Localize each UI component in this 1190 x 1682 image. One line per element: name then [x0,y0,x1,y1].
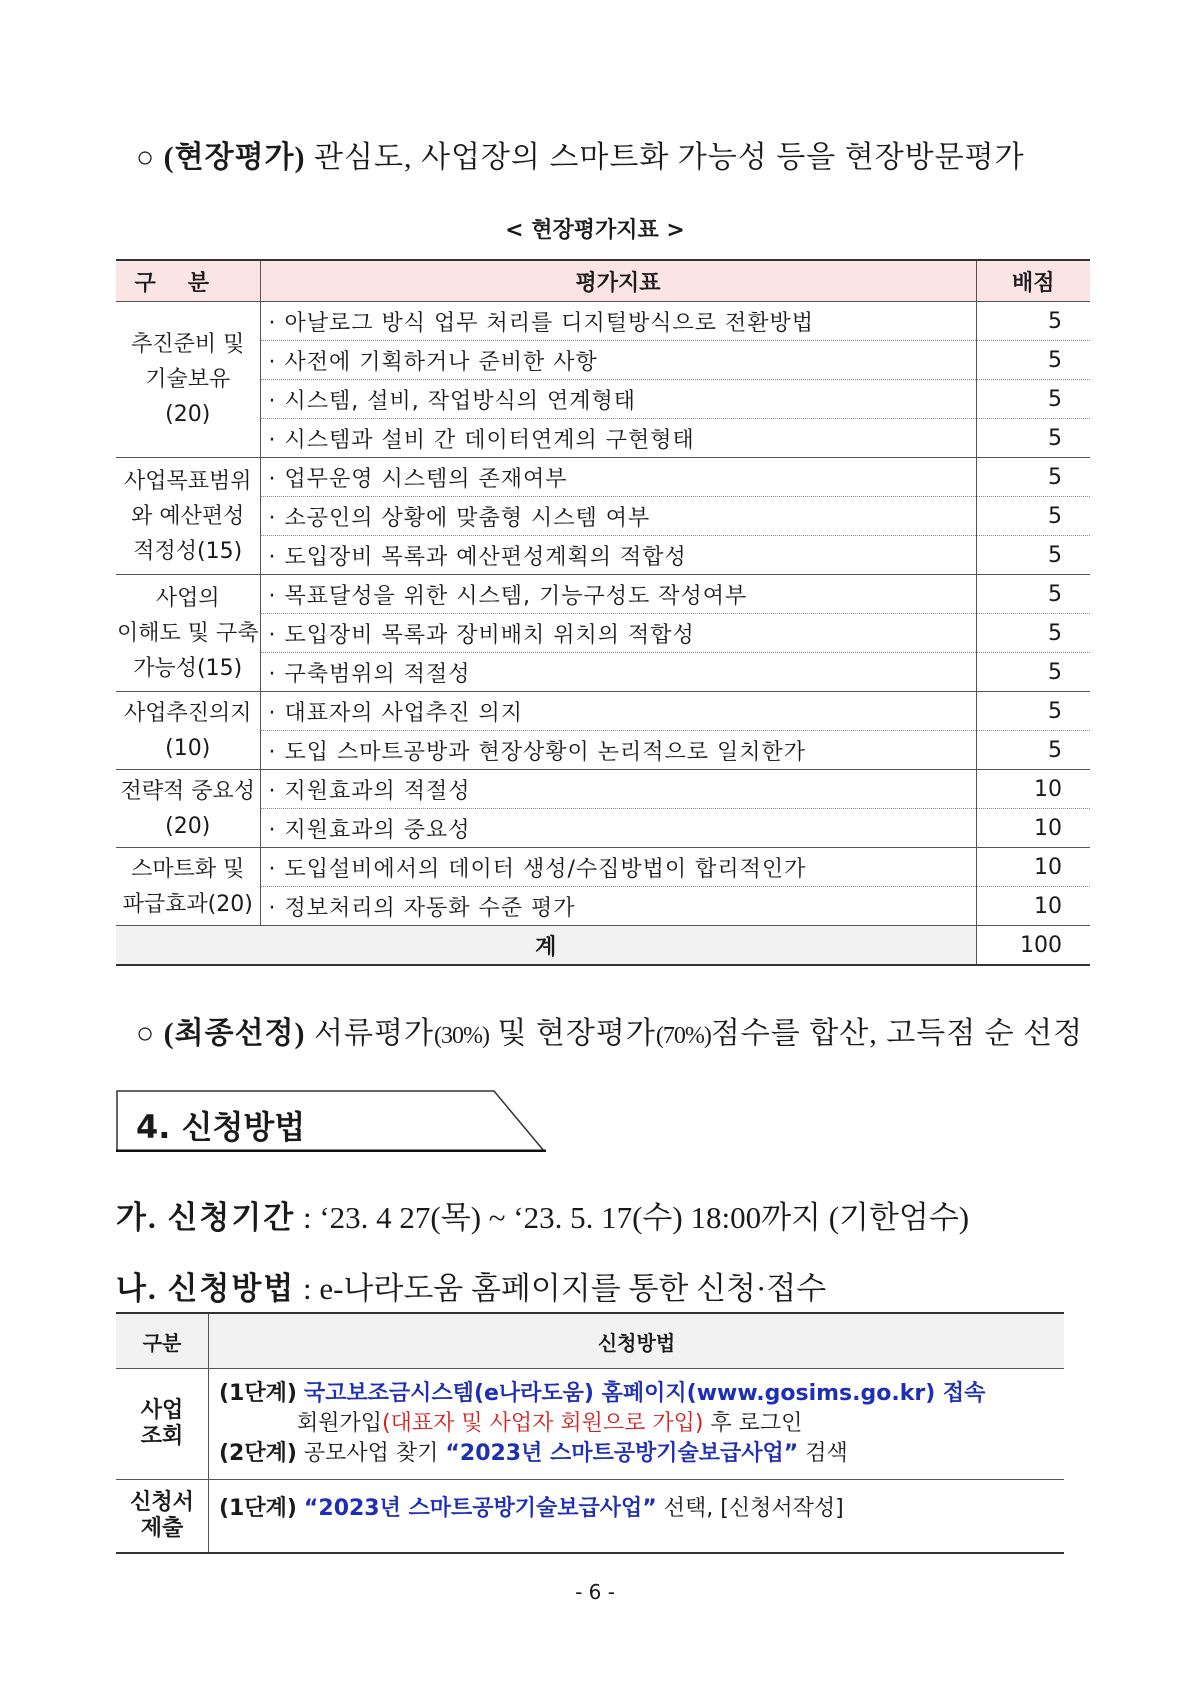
eval-category [116,302,260,458]
method-table [116,1312,1064,1554]
method-header-category: 구분 [116,1313,209,1369]
header-indicator: 평가지표 [260,260,976,302]
category-line: 적정성(15) [133,538,243,564]
eval-indicator: · 도입장비 목록과 예산편성계획의 적합성 [260,536,976,575]
eval-category [116,458,260,575]
eval-category [116,770,260,848]
eval-points: 5 [976,380,1090,419]
category-line: 추진준비 및 [131,332,245,357]
category-line: (20) [165,402,211,427]
eval-category [116,575,260,692]
category-line: 제출 [140,1516,184,1541]
eval-indicator: · 지원효과의 중요성 [260,809,976,848]
category-line: (10) [165,735,211,761]
step-label: (2단계) [219,1441,297,1466]
category-line: 사업의 [155,585,220,611]
step-line [219,1439,1054,1469]
step-text: 선택, [신청서작성] [656,1496,844,1521]
intro-text: 관심도, 사업장의 스마트화 가능성 등을 현장방문평가 [305,141,1025,174]
category-line: 이해도 및 구축 [117,620,259,646]
eval-row [116,302,1090,341]
eval-points: 10 [976,770,1090,809]
step-text: 후 로그인 [703,1411,803,1436]
eval-points: 5 [976,419,1090,458]
eval-points: 5 [976,302,1090,341]
method-row-lookup [116,1369,1064,1480]
eval-row [116,458,1090,497]
method-table-header [116,1313,1064,1369]
eval-points: 10 [976,887,1090,926]
eval-indicator: · 아날로그 방식 업무 처리를 디지털방식으로 전환방법 [260,302,976,341]
eval-points: 10 [976,809,1090,848]
eval-points: 5 [976,731,1090,770]
eval-row [116,692,1090,731]
final-text-2: 및 현장평가 [488,1017,656,1050]
page-number: - 6 - [575,1580,615,1604]
eval-category [116,848,260,926]
eval-row [116,614,1090,653]
category-line: 가능성(15) [133,655,243,681]
category-line: 스마트화 및 [131,856,245,882]
eval-table-header [116,260,1090,302]
category-line: (20) [165,813,211,839]
step-text: 검색 [798,1441,848,1466]
final-bold-label: (최종선정) [163,1017,306,1050]
section-title: 4. 신청방법 [136,1108,306,1146]
apply-period-value: : ‘23. 4 27(목) ~ ‘23. 5. 17(수) 18:00까지 (기한엄수) [295,1200,970,1235]
header-points: 배점 [976,260,1090,302]
eval-indicator: · 목표달성을 위한 시스템, 기능구성도 작성여부 [260,575,976,614]
method-category-lookup [116,1369,209,1480]
apply-method-value: : e-나라도움 홈페이지를 통한 신청·접수 [295,1271,827,1306]
total-row [116,926,1090,966]
method-header-method: 신청방법 [209,1313,1065,1369]
program-name: “2023년 스마트공방기술보급사업” [445,1441,799,1466]
method-body-lookup [209,1369,1065,1480]
total-value: 100 [976,926,1090,966]
category-line: 사업추진의지 [123,700,252,726]
apply-period-label: 가. 신청기간 [116,1200,296,1235]
eval-row [116,731,1090,770]
final-text-3: 점수를 합산, 고득점 순 선정 [710,1017,1084,1050]
eval-indicator: · 도입장비 목록과 장비배치 위치의 적합성 [260,614,976,653]
intro-line [136,132,1025,176]
apply-method-line [116,1263,826,1308]
eval-indicator: · 도입 스마트공방과 현장상황이 논리적으로 일치한가 [260,731,976,770]
eval-indicator: · 시스템과 설비 간 데이터연계의 구현형태 [260,419,976,458]
eval-row [116,770,1090,809]
gosims-link[interactable]: 국고보조금시스템(e나라도움) 홈페이지(www.gosims.go.kr) 접속 [303,1381,986,1406]
eval-points: 5 [976,575,1090,614]
final-pct-2: (70%) [655,1023,711,1049]
step-text: 회원가입 [297,1411,383,1436]
step-text: 공모사업 찾기 [296,1441,446,1466]
category-line: 조회 [140,1424,184,1449]
method-body-submit [209,1480,1065,1554]
final-pct-1: (30%) [433,1023,489,1049]
eval-row [116,341,1090,380]
eval-row [116,848,1090,887]
eval-indicator: · 업무운영 시스템의 존재여부 [260,458,976,497]
eval-indicator: · 소공인의 상황에 맞춤형 시스템 여부 [260,497,976,536]
eval-row [116,653,1090,692]
apply-method-label: 나. 신청방법 [116,1271,296,1306]
method-row-submit [116,1480,1064,1554]
category-line: 와 예산편성 [131,503,245,529]
header-category: 구분 [116,260,260,302]
eval-indicator: · 대표자의 사업추진 의지 [260,692,976,731]
step-label: (1단계) [219,1496,297,1521]
eval-row [116,536,1090,575]
category-line: 신청서 [130,1490,194,1515]
eval-row [116,809,1090,848]
eval-indicator: · 구축범위의 적절성 [260,653,976,692]
eval-points: 5 [976,692,1090,731]
apply-period-line [116,1192,969,1237]
step-line [219,1409,1054,1439]
eval-points: 5 [976,497,1090,536]
section-heading [116,1090,546,1152]
step-note-red: (대표자 및 사업자 회원으로 가입) [382,1411,704,1436]
category-line: 기술보유 [145,367,231,392]
eval-indicator: · 정보처리의 자동화 수준 평가 [260,887,976,926]
eval-row [116,887,1090,926]
bullet-symbol: ○ [136,141,156,174]
category-line: 파급효과(20) [122,891,253,917]
method-category-submit [116,1480,209,1554]
eval-row [116,419,1090,458]
eval-points: 10 [976,848,1090,887]
eval-points: 5 [976,458,1090,497]
eval-category [116,692,260,770]
bullet-symbol: ○ [136,1017,156,1050]
category-line: 사업 [140,1398,184,1423]
eval-table-caption: < 현장평가지표 > [505,218,685,243]
eval-points: 5 [976,341,1090,380]
eval-indicator: · 도입설비에서의 데이터 생성/수집방법이 합리적인가 [260,848,976,887]
eval-points: 5 [976,614,1090,653]
eval-points: 5 [976,536,1090,575]
category-line: 전략적 중요성 [120,778,255,804]
eval-table [116,259,1090,966]
program-name: “2023년 스마트공방기술보급사업” [303,1496,657,1521]
eval-points: 5 [976,653,1090,692]
final-text-1: 서류평가 [305,1017,434,1050]
category-line: 사업목표범위 [123,468,252,494]
eval-indicator: · 시스템, 설비, 작업방식의 연계형태 [260,380,976,419]
step-line [219,1379,1054,1409]
eval-table-body [116,302,1090,926]
total-label: 계 [116,926,976,966]
step-label: (1단계) [219,1381,297,1406]
eval-row [116,575,1090,614]
eval-indicator: · 지원효과의 적절성 [260,770,976,809]
eval-row [116,497,1090,536]
final-selection-line [136,1008,1083,1052]
intro-bold-label: (현장평가) [163,141,306,174]
eval-indicator: · 사전에 기획하거나 준비한 사항 [260,341,976,380]
eval-row [116,380,1090,419]
